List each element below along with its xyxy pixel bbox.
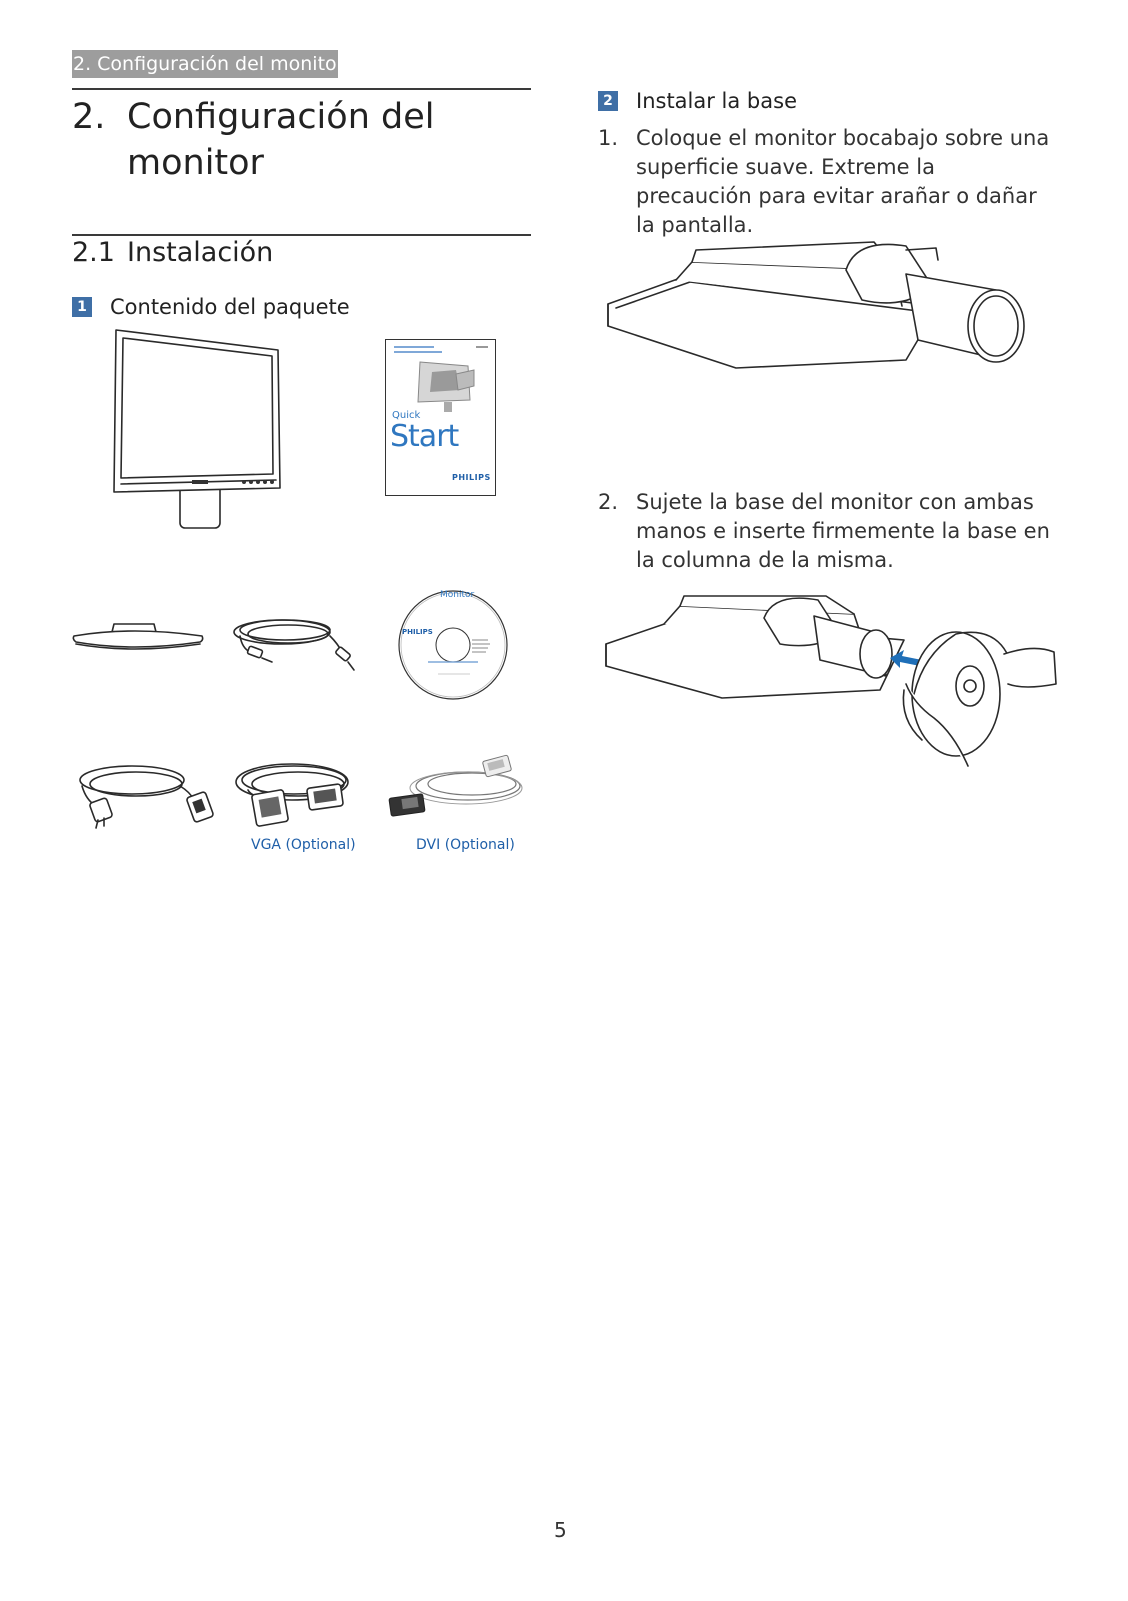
quickstart-quick-label: Quick [392,410,421,421]
dvi-caption: DVI (Optional) [416,837,515,853]
chapter-top-rule [72,88,531,90]
instruction-2-text: Sujete la base del monitor con ambas manos e inserte firmemente la base en la columna de la misma. [636,490,1050,572]
monitor-facedown-illustration [606,240,1050,380]
section-title: Instalación [127,237,274,268]
cd-brand: PHILIPS [402,628,433,636]
instruction-2-number: 2. [598,490,619,514]
quickstart-start-label: Start [390,419,459,454]
step2-title: Instalar la base [636,89,797,113]
section-number: 2.1 [72,237,115,268]
instruction-1-number: 1. [598,126,619,150]
step-badge-1: 1 [72,297,92,317]
page-number: 5 [554,1518,567,1542]
cd-label: Monitor [440,590,475,600]
dvi-cable-illustration [388,754,530,824]
monitor-base-illustration [72,622,206,662]
audio-cable-illustration [230,612,360,682]
step1-title: Contenido del paquete [110,295,350,319]
power-cord-illustration [72,760,212,832]
step-badge-2: 2 [598,91,618,111]
monitor-illustration [112,328,284,534]
vga-cable-illustration [234,760,364,832]
insert-base-illustration [604,594,1060,770]
running-header: 2. Configuración del monitor [72,50,338,78]
quickstart-brand: PHILIPS [452,473,491,482]
chapter-number: 2. [72,97,106,137]
chapter-heading [72,94,531,190]
chapter-title: Configuración del monitor [127,97,435,183]
instruction-1-text: Coloque el monitor bocabajo sobre una superficie suave. Extreme la precaución para evitar arañar o dañar la pantalla. [636,126,1050,237]
quickstart-guide-illustration [385,339,496,496]
cd-rom-illustration [398,590,508,700]
vga-caption: VGA (Optional) [251,837,356,853]
